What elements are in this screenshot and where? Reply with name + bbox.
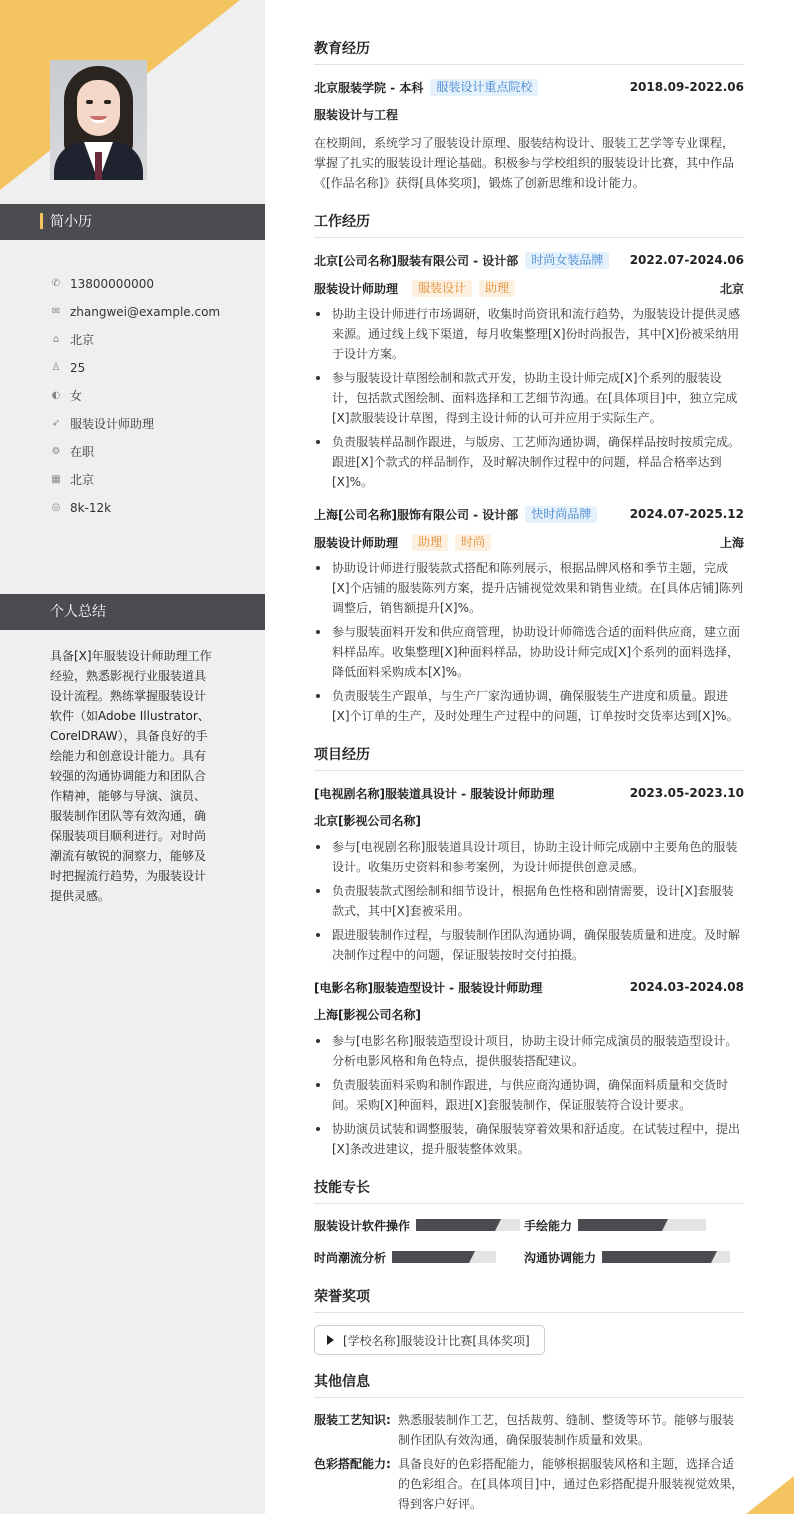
- job-company: 上海[公司名称]服饰有限公司 - 设计部: [314, 507, 519, 522]
- project-date: 2023.05-2023.10: [629, 786, 744, 800]
- job-role-row: [314, 278, 744, 298]
- bullet-item: 参与服装面料开发和供应商管理，协助设计师筛选合适的面料供应商，建立面料样品库。收集整理[X]种面料样品，协助设计师完成[X]个系列的面料选择，降低面料采购成本[X]%。: [314, 622, 744, 682]
- skill-name: 服装设计软件操作: [314, 1218, 411, 1233]
- play-triangle-icon: [327, 1335, 334, 1345]
- contact-text: 服装设计师助理: [70, 417, 155, 431]
- contact-list: [50, 270, 220, 522]
- skill-level-fill: [416, 1219, 501, 1231]
- profile-photo: [50, 60, 147, 180]
- other-title: 其他信息: [314, 1371, 744, 1398]
- education-title: 教育经历: [314, 38, 744, 65]
- projects-title: 项目经历: [314, 744, 744, 771]
- position-icon: ➶: [51, 418, 61, 429]
- job-entry: [314, 250, 744, 492]
- contact-item: [50, 466, 220, 494]
- phone-icon: ✆: [51, 278, 61, 289]
- contact-item: [50, 354, 220, 382]
- work-title: 工作经历: [314, 211, 744, 238]
- bullet-item: 协助设计师进行服装款式搭配和陈列展示，根据品牌风格和季节主题，完成[X]个店铺的服装陈列方案，提升店铺视觉效果和销售业绩。在[具体店铺]陈列调整后，销售额提升[X]%。: [314, 558, 744, 618]
- corner-accent-triangle: [746, 1476, 794, 1514]
- bullet-item: 参与服装设计草图绘制和款式开发，协助主设计师完成[X]个系列的服装设计，包括款式图绘制、面料选择和工艺细节沟通。在[具体项目]中，独立完成[X]款服装设计草图，得到主设计师的认可并应用于实际生产。: [314, 368, 744, 428]
- contact-text: 8k-12k: [70, 501, 112, 515]
- contact-text: 女: [70, 389, 83, 403]
- skill-level-bar: [416, 1219, 520, 1231]
- job-tag: 时尚女装品牌: [525, 252, 609, 269]
- job-date: 2022.07-2024.06: [629, 253, 744, 267]
- awards-title: 荣誉奖项: [314, 1286, 744, 1313]
- skill-level-bar: [602, 1251, 730, 1263]
- project-name: [电影名称]服装造型设计 - 服装设计师助理: [314, 980, 543, 995]
- projects-section: [314, 744, 744, 1159]
- contact-item: [50, 438, 220, 466]
- contact-text: 在职: [70, 445, 95, 459]
- project-date: 2024.03-2024.08: [629, 980, 744, 994]
- other-value: 具备良好的色彩搭配能力，能够根据服装风格和主题，选择合适的色彩组合。在[具体项目]中，通过色彩搭配提升服装视觉效果，得到客户好评。: [398, 1457, 744, 1511]
- bullet-item: 负责服装生产跟单，与生产厂家沟通协调，确保服装生产进度和质量。跟进[X]个订单的生产，及时处理生产过程中的问题，订单按时交货率达到[X]%。: [314, 686, 744, 726]
- summary-text: 具备[X]年服装设计师助理工作经验，熟悉影视行业服装道具设计流程。熟练掌握服装设计软件（如Adobe Illustrator、CorelDRAW），具备良好的手绘能力和创意设计能力。具有较强的沟通协调能力和团队合作精神，能够与导演、演员、服装制作团队等有效沟通，确保服装项目顺利进行。对时尚潮流有敏锐的洞察力，能够及时把握流行趋势，为服装设计提供灵感。: [50, 649, 212, 903]
- bullet-item: 参与[电视剧名称]服装道具设计项目，协助主设计师完成剧中主要角色的服装设计。收集历史资料和参考案例，为设计师提供创意灵感。: [314, 837, 744, 877]
- sidebar: [0, 0, 265, 1514]
- bullet-item: 负责服装款式图绘制和细节设计，根据角色性格和剧情需要，设计[X]套服装款式，其中[X]套被采用。: [314, 881, 744, 921]
- contact-item: [50, 494, 220, 522]
- skill-level-fill: [578, 1219, 668, 1231]
- job-bullets: [314, 558, 744, 726]
- skill-name: 时尚潮流分析: [314, 1250, 387, 1265]
- job-tag: 快时尚品牌: [525, 506, 597, 523]
- bullet-item: 负责服装样品制作跟进，与版房、工艺师沟通协调，确保样品按时按质完成。跟进[X]个款式的样品制作，及时解决制作过程中的问题，样品合格率达到[X]%。: [314, 432, 744, 492]
- other-key: 服装工艺知识:: [314, 1413, 391, 1427]
- skill-level-fill: [392, 1251, 475, 1263]
- school-tag: 服装设计重点院校: [430, 79, 538, 96]
- bullet-item: 跟进服装制作过程，与服装制作团队沟通协调，确保服装质量和进度。及时解决制作过程中的问题，保证服装按时交付拍摄。: [314, 925, 744, 965]
- project-entry: [314, 783, 744, 965]
- skill-level-bar: [578, 1219, 706, 1231]
- skill-item: [314, 1248, 524, 1266]
- role-tag: 服装设计: [412, 280, 472, 297]
- bullet-item: 负责服装面料采购和制作跟进，与供应商沟通协调，确保面料质量和交货时间。采购[X]种面料，跟进[X]套服装制作，保证服装符合设计要求。: [314, 1075, 744, 1115]
- other-section: [314, 1371, 744, 1514]
- job-company-wrap: [314, 252, 609, 269]
- work-section: [314, 211, 744, 726]
- job-bullets: [314, 304, 744, 492]
- job-header: [314, 250, 744, 270]
- other-key: 色彩搭配能力:: [314, 1457, 391, 1471]
- skills-title: 技能专长: [314, 1177, 744, 1204]
- education-date: 2018.09-2022.06: [629, 80, 744, 94]
- awards-section: [314, 1286, 744, 1355]
- contact-item: [50, 298, 220, 326]
- bullet-item: 参与[电影名称]服装造型设计项目，协助主设计师完成演员的服装造型设计。分析电影风格和角色特点，提供服装搭配建议。: [314, 1031, 744, 1071]
- job-city: 北京: [719, 281, 744, 296]
- skill-item: [314, 1216, 524, 1234]
- job-entry: [314, 504, 744, 726]
- bullet-item: 协助演员试装和调整服装，确保服装穿着效果和舒适度。在试装过程中，提出[X]条改进建议，提升服装整体效果。: [314, 1119, 744, 1159]
- mail-icon: ✉: [51, 306, 61, 317]
- bullet-item: 协助主设计师进行市场调研，收集时尚资讯和流行趋势，为服装设计提供灵感来源。通过线上线下渠道，每月收集整理[X]份时尚报告，其中[X]份被采纳用于设计方案。: [314, 304, 744, 364]
- contact-text: 13800000000: [70, 277, 154, 291]
- job-company-wrap: [314, 506, 597, 523]
- contact-item: [50, 410, 220, 438]
- skill-name: 手绘能力: [524, 1218, 573, 1233]
- job-company: 北京[公司名称]服装有限公司 - 设计部: [314, 253, 519, 268]
- education-desc: 在校期间，系统学习了服装设计原理、服装结构设计、服装工艺学等专业课程，掌握了扎实的服装设计理论基础。积极参与学校组织的服装设计比赛，其中作品《[作品名称]》获得[具体奖项]，锻炼了创新思维和设计能力。: [314, 136, 735, 190]
- other-value: 熟悉服装制作工艺，包括裁剪、缝制、整烫等环节。能够与服装制作团队有效沟通，确保服装制作质量和效果。: [398, 1413, 735, 1447]
- school-name: 北京服装学院 - 本科: [314, 80, 424, 95]
- job-role-row: [314, 532, 744, 552]
- status-icon: ⚙: [51, 446, 61, 457]
- contact-item: [50, 326, 220, 354]
- contact-item: [50, 382, 220, 410]
- project-bullets: [314, 837, 744, 965]
- skill-level-fill: [602, 1251, 717, 1263]
- project-header: [314, 783, 744, 803]
- contact-text: 北京: [70, 333, 95, 347]
- home-icon: ⌂: [52, 334, 60, 345]
- education-major: 服装设计与工程: [314, 108, 399, 122]
- skill-level-bar: [392, 1251, 496, 1263]
- award-text: [学校名称]服装设计比赛[具体奖项]: [343, 1333, 530, 1348]
- skills-section: [314, 1177, 744, 1266]
- job-role: 服装设计师助理: [314, 535, 399, 550]
- gender-icon: ◐: [51, 390, 61, 401]
- job-role: 服装设计师助理: [314, 281, 399, 296]
- contact-text: 北京: [70, 473, 95, 487]
- job-header: [314, 504, 744, 524]
- summary-header: 个人总结: [0, 594, 265, 630]
- role-tag: 助理: [479, 280, 515, 297]
- resume-title: 简小历: [50, 214, 92, 230]
- job-city: 上海: [719, 535, 744, 550]
- project-header: [314, 977, 744, 997]
- skill-item: [524, 1216, 744, 1234]
- resume-title-header: [0, 204, 265, 240]
- contact-text: 25: [70, 361, 86, 375]
- project-entry: [314, 977, 744, 1159]
- city-icon: ▦: [51, 474, 61, 485]
- job-date: 2024.07-2025.12: [629, 507, 744, 521]
- age-icon: ♙: [51, 362, 61, 373]
- project-bullets: [314, 1031, 744, 1159]
- skill-name: 沟通协调能力: [524, 1250, 597, 1265]
- project-name: [电视剧名称]服装道具设计 - 服装设计师助理: [314, 786, 555, 801]
- role-tag: 助理: [412, 534, 448, 551]
- main-content: [314, 38, 744, 1514]
- contact-item: [50, 270, 220, 298]
- project-org: 上海[影视公司名称]: [314, 1008, 421, 1022]
- job-role-wrap: [314, 534, 491, 551]
- project-org: 北京[影视公司名称]: [314, 814, 421, 828]
- salary-icon: ◎: [51, 502, 61, 513]
- role-tag: 时尚: [455, 534, 491, 551]
- job-role-wrap: [314, 280, 515, 297]
- award-item[interactable]: [314, 1325, 545, 1355]
- contact-text: zhangwei@example.com: [70, 305, 221, 319]
- education-section: [314, 38, 744, 193]
- skill-item: [524, 1248, 744, 1266]
